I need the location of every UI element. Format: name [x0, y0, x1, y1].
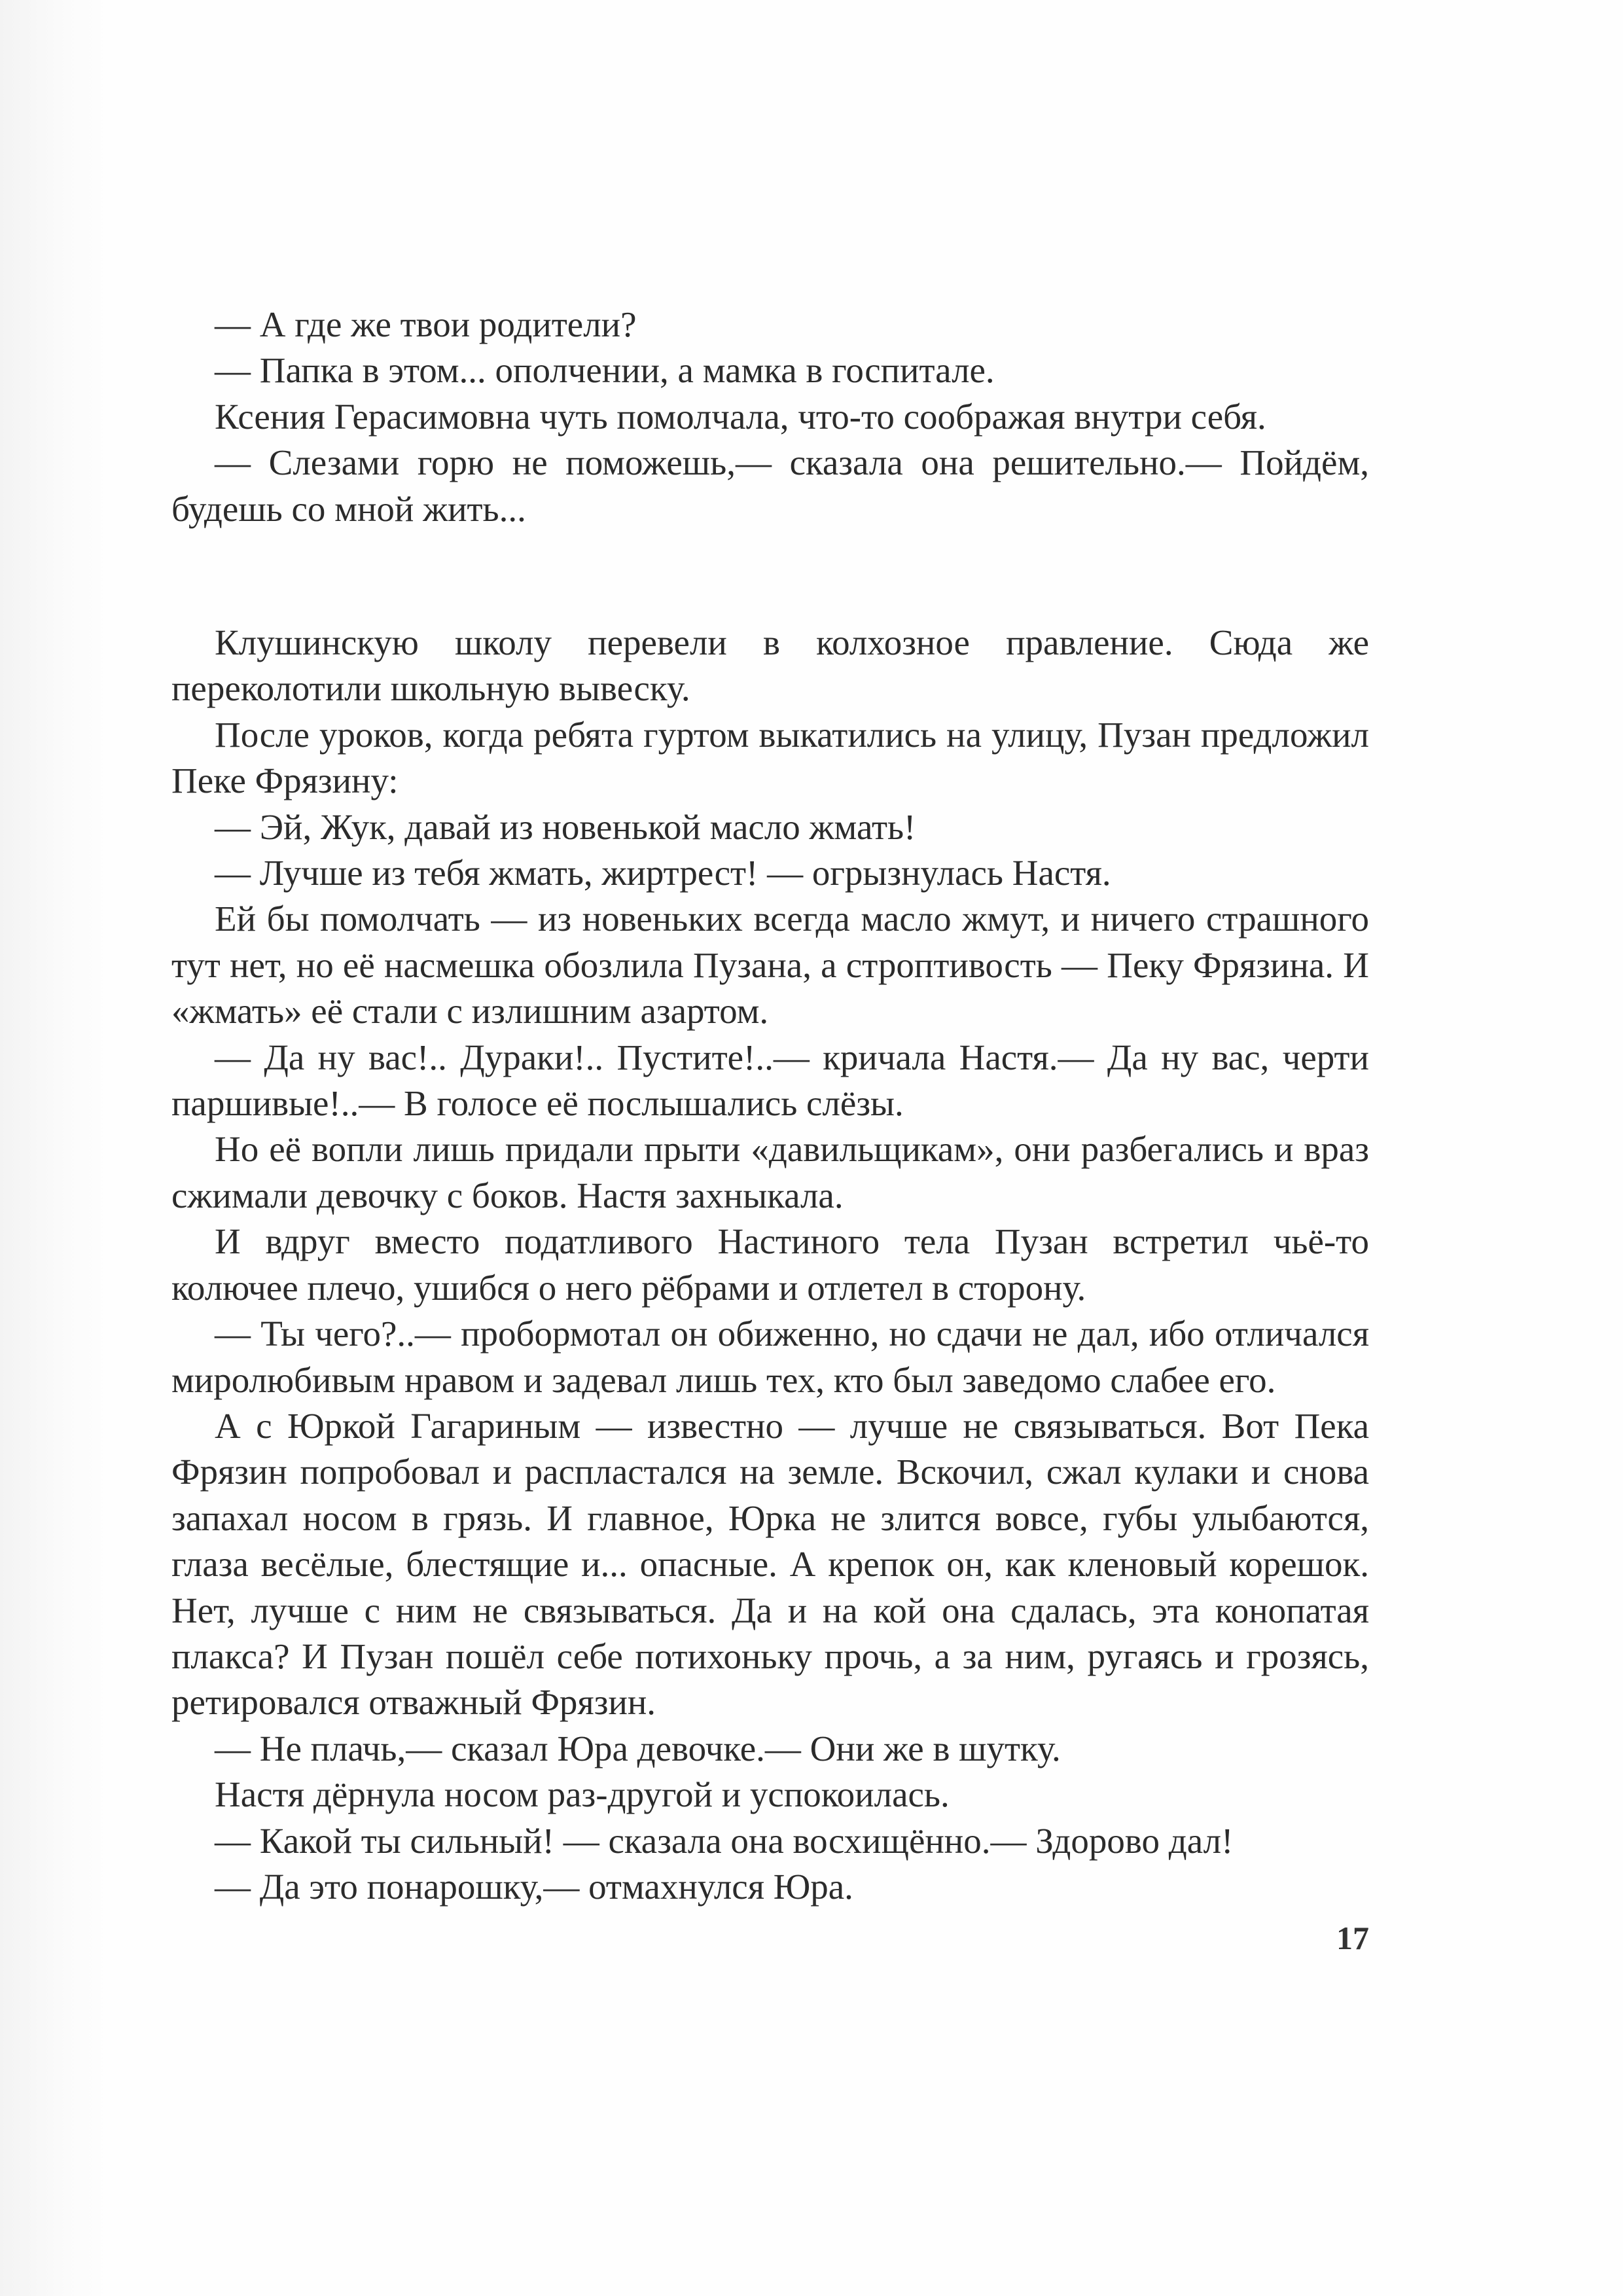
text-section-school — [171, 620, 1369, 1910]
paragraph: — А где же твои родители? — [215, 304, 637, 344]
paragraph: Но её вопли лишь придали прыти «давильщикам», они разбегались и враз сжимали девочку с боков. Настя захныкала. — [171, 1129, 1369, 1215]
paragraph: — Какой ты сильный! — сказала она восхищённо.— Здорово дал! — [215, 1820, 1234, 1861]
paragraph: — Лучше из тебя жмать, жиртрест! — огрызнулась Настя. — [215, 853, 1111, 893]
paragraph: После уроков, когда ребята гуртом выкатились на улицу, Пузан предложил Пеке Фрязину: — [171, 714, 1369, 801]
paragraph: — Папка в этом... ополчении, а мамка в госпитале. — [215, 350, 995, 391]
paragraph: И вдруг вместо податливого Настиного тела Пузан встретил чьё-то колючее плечо, ушибся о него рёбрами и отлетел в сторону. — [171, 1221, 1369, 1308]
paragraph: — Ты чего?..— пробормотал он обиженно, но сдачи не дал, ибо отличался миролюбивым нравом и задевал лишь тех, кто был заведомо слабее его. — [171, 1314, 1369, 1400]
paragraph: Настя дёрнула носом раз-другой и успокоилась. — [215, 1774, 950, 1815]
paragraph: — Слезами горю не поможешь,— сказала она решительно.— Пойдём, будешь со мной жить... — [171, 442, 1369, 529]
paragraph: Ей бы помолчать — из новеньких всегда масло жмут, и ничего страшного тут нет, но её насмешка обозлила Пузана, а строптивость — Пеку Фрязина. И «жмать» её стали с излишним азартом. — [171, 899, 1369, 1031]
paragraph: — Эй, Жук, давай из новенькой масло жмать! — [215, 806, 916, 847]
page-number: 17 — [1336, 1920, 1369, 1956]
paragraph: — Не плачь,— сказал Юра девочке.— Они же в шутку. — [215, 1728, 1061, 1768]
scan-shadow-edge — [0, 0, 111, 2296]
text-section-dialogue — [171, 302, 1369, 532]
paragraph: — Да это понарошку,— отмахнулся Юра. — [215, 1866, 853, 1907]
paragraph: А с Юркой Гагариным — известно — лучше не связываться. Вот Пека Фрязин попробовал и распластался на земле. Вскочил, сжал кулаки и снова запахал носом в грязь. И главное, Юрка не злится вовсе, губы улыбаются, глаза весёлые, блестящие и... опасные. А крепок он, как кленовый корешок. Нет, лучше с ним не связываться. Да и на кой она сдалась, эта конопатая плакса? И Пузан пошёл себе потихоньку прочь, а за ним, ругаясь и грозясь, ретировался отважный Фрязин. — [171, 1405, 1369, 1723]
paragraph: Клушинскую школу перевели в колхозное правление. Сюда же переколотили школьную вывеску. — [171, 622, 1369, 709]
paragraph: Ксения Герасимовна чуть помолчала, что-то соображая внутри себя. — [215, 396, 1266, 437]
paragraph: — Да ну вас!.. Дураки!.. Пустите!..— кричала Настя.— Да ну вас, черти паршивые!..— В голосе её послышались слёзы. — [171, 1037, 1369, 1124]
